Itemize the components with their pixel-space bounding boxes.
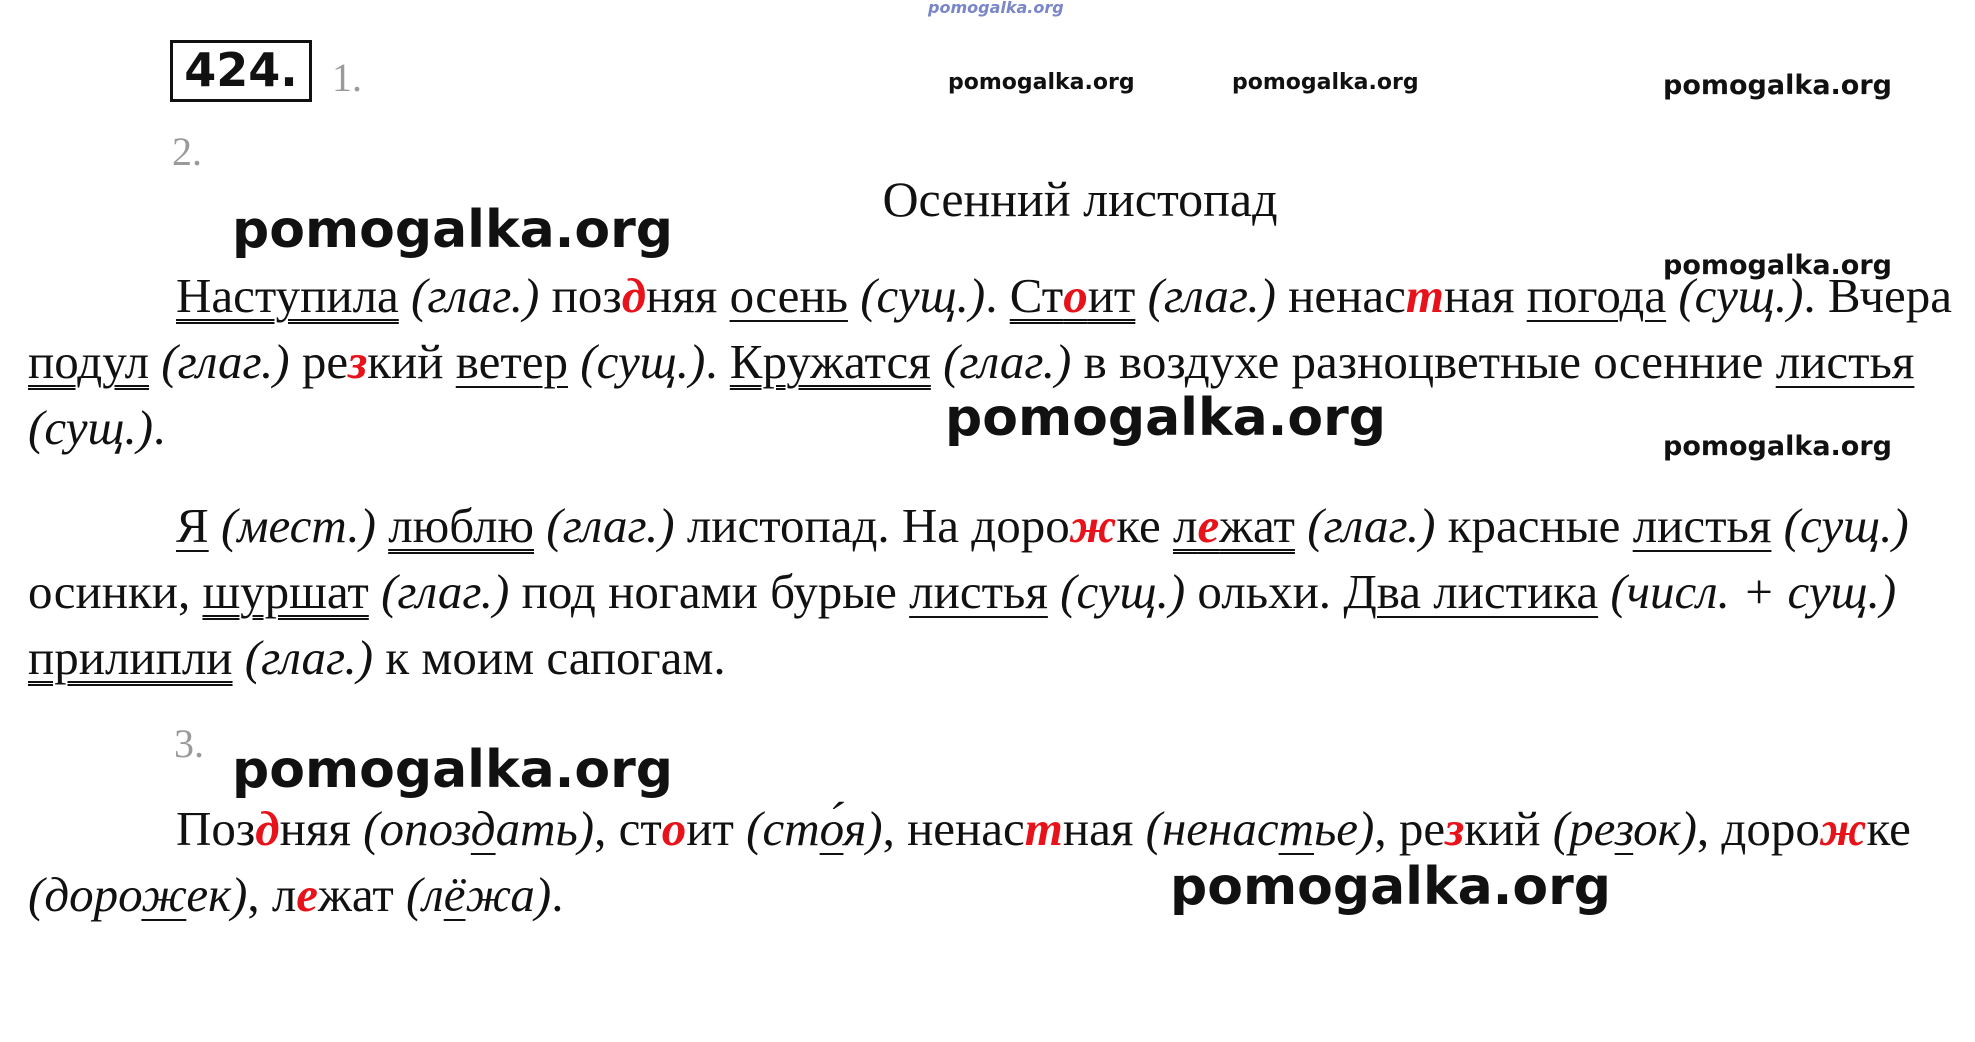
word: под ногами бурые: [521, 564, 897, 619]
subject: Два листика: [1343, 564, 1599, 619]
predicate: Кружатся: [729, 334, 931, 389]
pos-label: (глаг.): [1147, 268, 1276, 323]
word: в воздухе разноцветные осенние: [1083, 334, 1764, 389]
predicate: люблю: [388, 498, 535, 553]
word: красные: [1447, 498, 1621, 553]
word: Поздняя: [176, 801, 351, 856]
task-number-1: 1.: [332, 55, 362, 100]
word: лежат: [271, 867, 394, 922]
word: резкий: [301, 334, 444, 389]
pos-label: (глаг.): [943, 334, 1072, 389]
paragraph-1: Наступила (глаг.) поздняя осень (сущ.). Стоит (глаг.) ненастная погода (сущ.). Вчера подул (глаг.) резкий ветер (сущ.). Кружатся (глаг.) в воздухе разноцветные осенние листья (сущ.).: [28, 268, 1953, 455]
subject: осень: [729, 268, 848, 323]
watermark: pomogalka.org: [1232, 70, 1419, 95]
pos-label: (глаг.): [161, 334, 290, 389]
word: дорожке: [1721, 801, 1911, 856]
check-word: (лёжа): [406, 867, 552, 922]
predicate: лежат: [1172, 498, 1295, 553]
watermark: pomogalka.org: [948, 70, 1135, 95]
pos-label: (сущ.): [1678, 268, 1804, 323]
word: поздняя: [551, 268, 718, 323]
pos-label: (сущ.): [860, 268, 986, 323]
check-word: (сто́я): [746, 801, 883, 856]
pos-label: (мест.): [220, 498, 376, 553]
subject: листья: [1775, 334, 1915, 389]
predicate: Стоит: [1009, 268, 1136, 323]
pos-label: (глаг.): [546, 498, 675, 553]
pos-label: (сущ.): [580, 334, 706, 389]
word: стоит: [618, 801, 734, 856]
word: осинки,: [28, 564, 191, 619]
watermark: pomogalka.org: [1663, 250, 1892, 281]
predicate: Наступила: [176, 268, 399, 323]
watermark-large: pomogalka.org: [1170, 857, 1612, 917]
pos-label: (глаг.): [244, 630, 374, 685]
check-word: (ненастье): [1145, 801, 1375, 856]
watermark-top: pomogalka.org: [928, 0, 1064, 17]
predicate: прилипли: [28, 630, 233, 685]
word: ненастная: [1288, 268, 1515, 323]
exercise-number: 424.: [170, 40, 312, 102]
pos-label: (сущ.): [1060, 564, 1186, 619]
word: ненастная: [907, 801, 1134, 856]
subject: Я: [176, 498, 209, 553]
predicate: шуршат: [202, 564, 369, 619]
watermark: pomogalka.org: [1663, 70, 1892, 101]
text-title: Осенний листопад: [882, 171, 1278, 227]
predicate: подул: [28, 334, 150, 389]
watermark: pomogalka.org: [1663, 431, 1892, 462]
subject: листья: [909, 564, 1048, 619]
watermark-large: pomogalka.org: [232, 740, 674, 800]
task-number-2: 2.: [172, 129, 202, 174]
paragraph-3: Поздняя (опоздать), стоит (сто́я), ненастная (ненастье), резкий (резок), дорожке (дорожек), лежат (лёжа).: [28, 801, 1911, 922]
word: резкий: [1398, 801, 1541, 856]
paragraph-2: [28, 493, 1968, 691]
check-word: (дорожек): [28, 867, 248, 922]
watermark-large: pomogalka.org: [945, 388, 1387, 448]
task-number-3: 3.: [174, 721, 204, 766]
word: Вчера: [1827, 268, 1953, 323]
pos-label: (глаг.): [1307, 498, 1436, 553]
pos-label: (глаг.): [381, 564, 510, 619]
watermark-large: pomogalka.org: [232, 200, 674, 260]
check-word: (опоздать): [363, 801, 595, 856]
subject: листья: [1632, 498, 1772, 553]
pos-label: (числ. + сущ.): [1610, 564, 1897, 619]
pos-label: (глаг.): [411, 268, 540, 323]
word: листопад. На дорожке: [686, 498, 1161, 553]
check-word: (резок): [1552, 801, 1697, 856]
pos-label: (сущ.): [28, 400, 154, 455]
pos-label: (сущ.): [1783, 498, 1909, 553]
subject: погода: [1526, 268, 1667, 323]
subject: ветер: [455, 334, 568, 389]
word: к моим сапогам.: [385, 630, 726, 685]
word: ольхи.: [1197, 564, 1332, 619]
